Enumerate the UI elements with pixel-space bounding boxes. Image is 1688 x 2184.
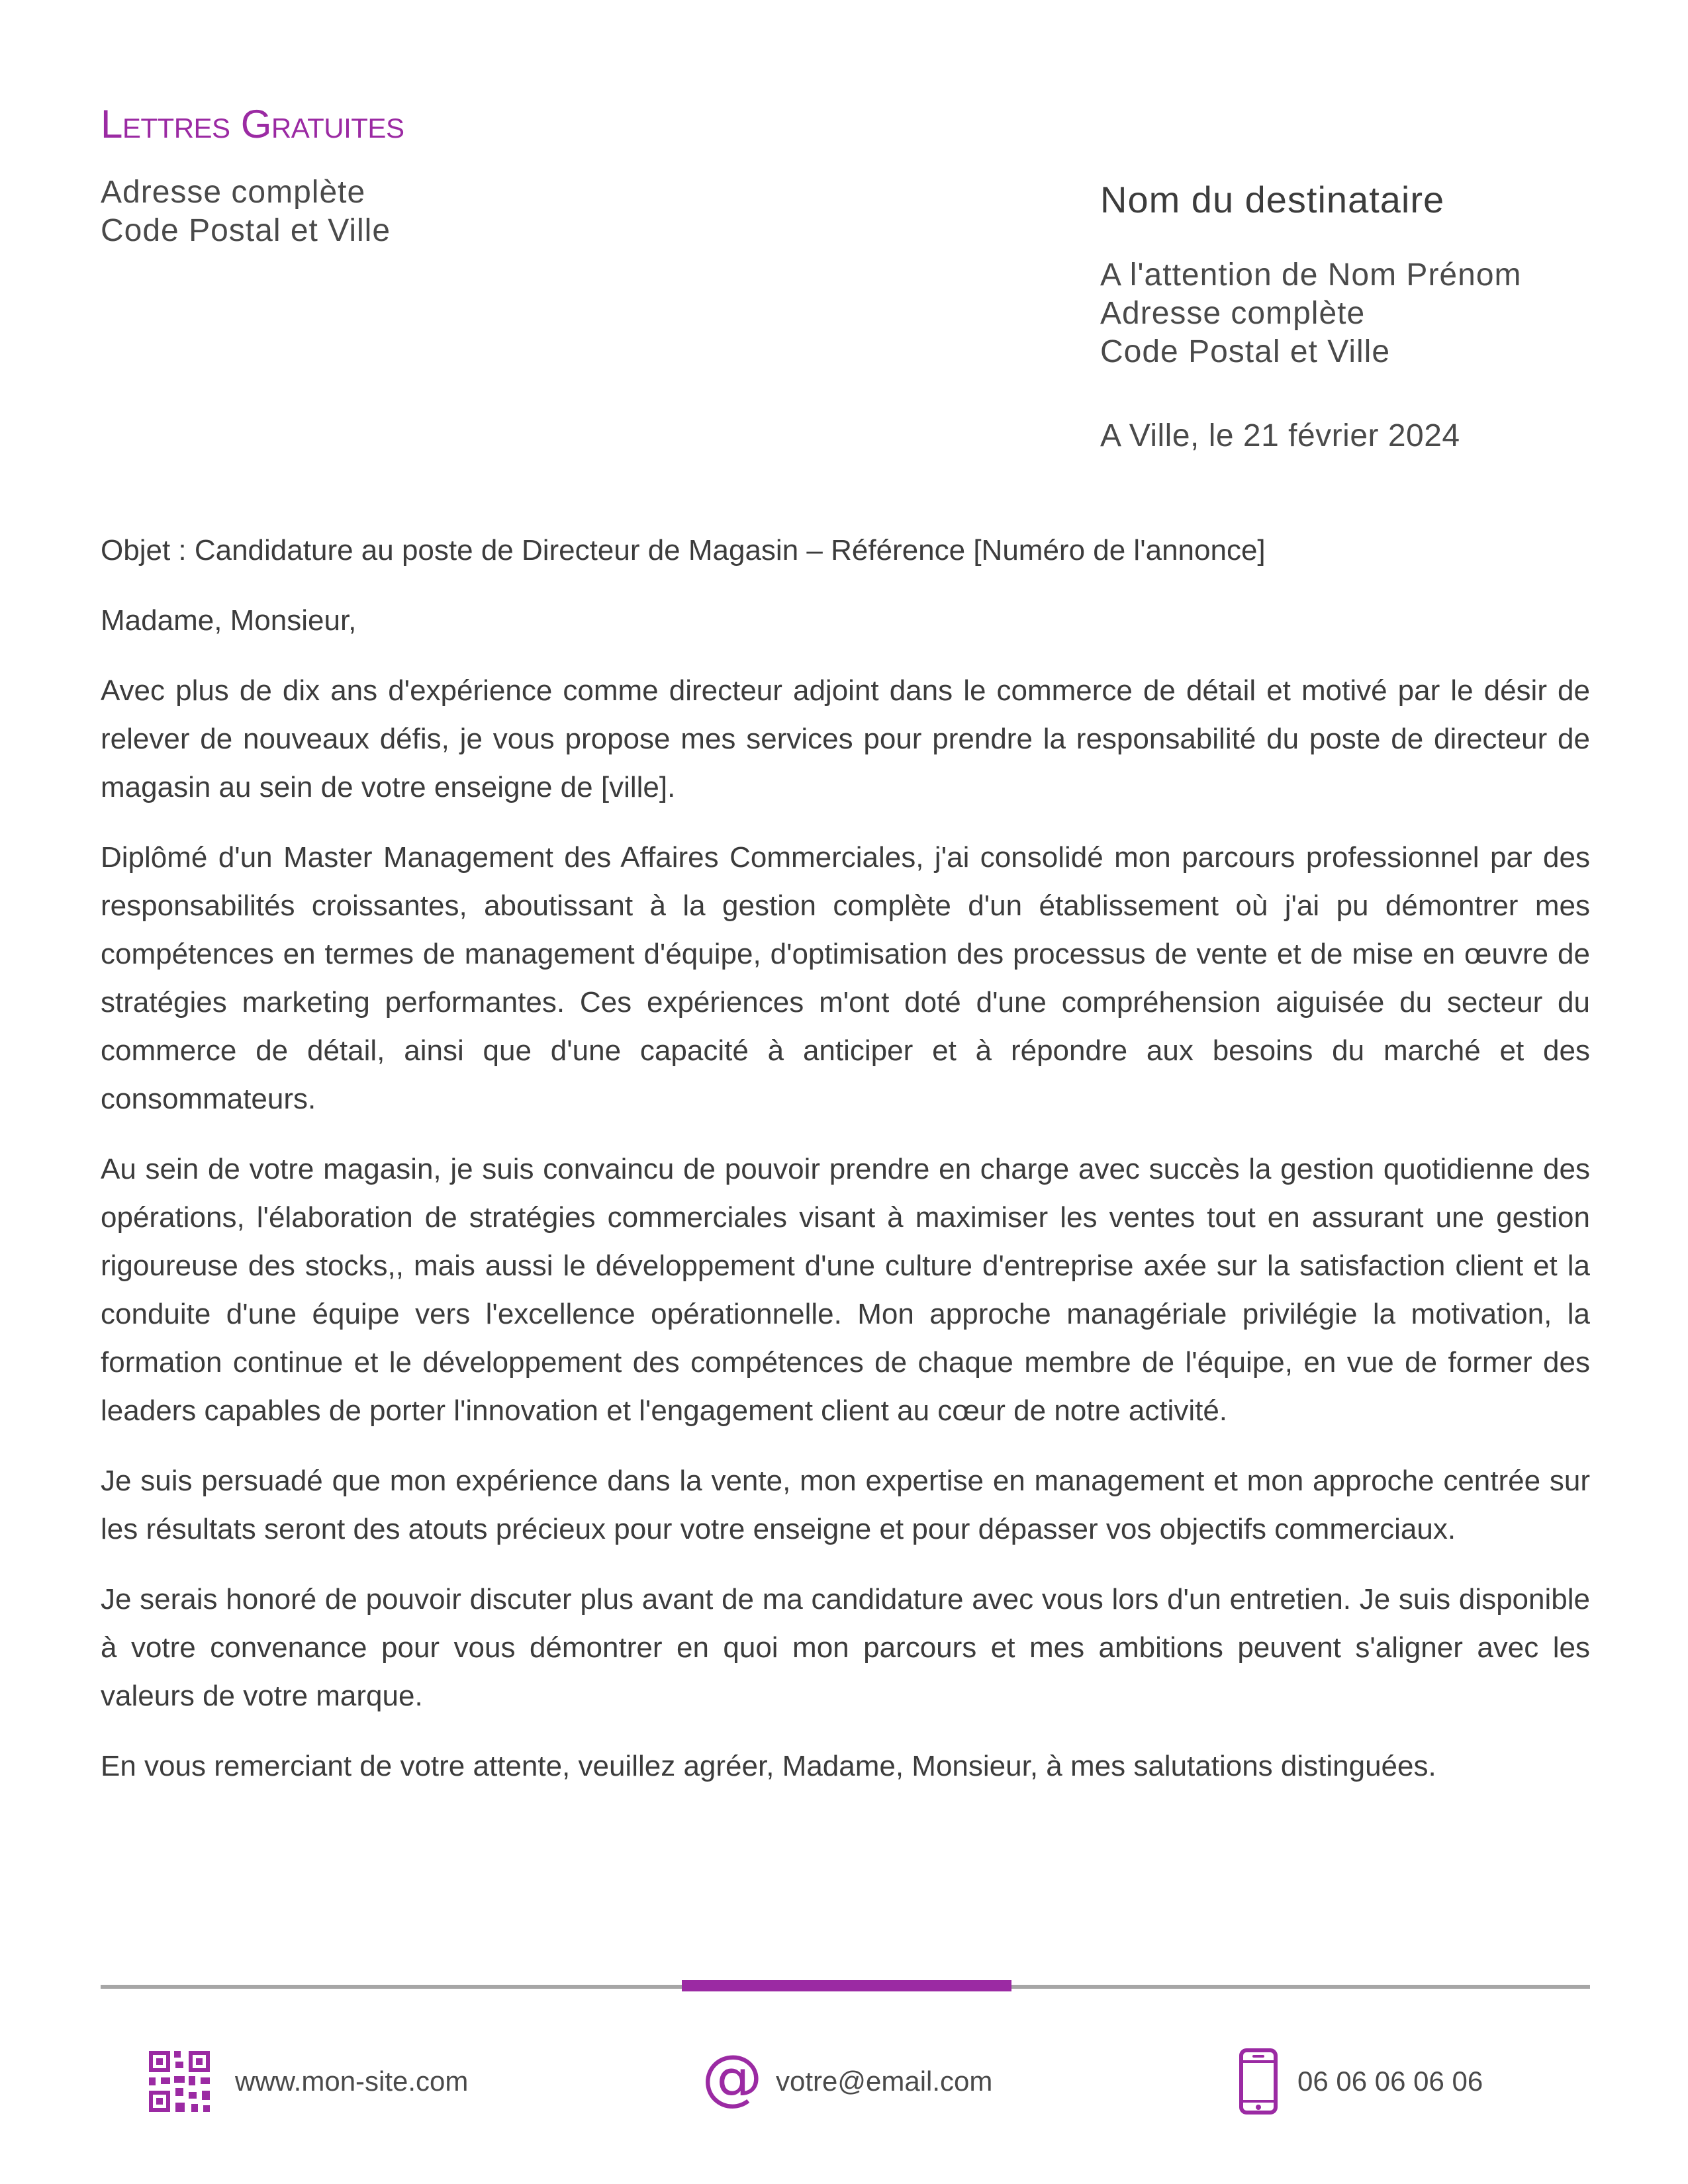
recipient-line: Code Postal et Ville (1100, 334, 1391, 370)
sender-address (101, 173, 391, 250)
footer-website[interactable] (149, 2045, 468, 2118)
footer-phone[interactable] (1239, 2045, 1483, 2118)
email-text: votre@email.com (776, 2066, 993, 2097)
letter-paragraph: Diplômé d'un Master Management des Affaires Commerciales, j'ai consolidé mon parcours professionnel par des responsabilités croissantes, aboutissant à la gestion complète d'un établissement où j'ai pu démontrer mes compétences en termes de management d'équipe, d'optimisation des processus de vente et de mise en œuvre de stratégies marketing performantes. Ces expériences m'ont doté d'une compréhension aiguisée du secteur du commerce de détail, ainsi que d'une capacité à anticiper et à répondre aux besoins du marché et des consommateurs. (101, 841, 1590, 1115)
letter-paragraph: Je serais honoré de pouvoir discuter plus avant de ma candidature avec vous lors d'un entretien. Je suis disponible à votre convenance pour vous démontrer en quoi mon parcours et mes ambitions peuvent s'aligner avec les valeurs de votre marque. (101, 1583, 1590, 1712)
sender-name: Lettres Gratuites (101, 102, 404, 146)
recipient-line: Adresse complète (1100, 296, 1366, 332)
letter-paragraph: Je suis persuadé que mon expérience dans la vente, mon expertise en management et mon approche centrée sur les résultats seront des atouts précieux pour votre enseigne et pour dépasser vos objectifs commerciaux. (101, 1465, 1590, 1545)
letter-paragraph: Au sein de votre magasin, je suis convaincu de pouvoir prendre en charge avec succès la gestion quotidienne des opérations, l'élaboration de stratégies commerciales visant à maximiser les ventes tout en assurant une gestion rigoureuse des stocks,, mais aussi le développement d'une culture d'entreprise axée sur la satisfaction client et la conduite d'une équipe vers l'excellence opérationnelle. Mon approche managériale privilégie la motivation, la formation continue et le développement des compétences de chaque membre de l'équipe, en vue de former des leaders capables de porter l'innovation et l'engagement client au cœur de notre activité. (101, 1153, 1590, 1427)
qr-code-icon (149, 2051, 210, 2112)
recipient-name: Nom du destinataire (1100, 179, 1445, 220)
letter-closing: En vous remerciant de votre attente, veuillez agréer, Madame, Monsieur, à mes salutations distinguées. (101, 1750, 1436, 1782)
letter-salutation: Madame, Monsieur, (101, 604, 357, 637)
recipient-block (1100, 177, 1643, 454)
sender-address-line: Code Postal et Ville (101, 213, 391, 248)
smartphone-icon (1239, 2048, 1278, 2115)
footer-divider-accent (682, 1980, 1011, 1991)
letter-body (101, 526, 1590, 1812)
footer-email[interactable] (702, 2042, 993, 2118)
sender-address-line: Adresse complète (101, 175, 366, 210)
website-text: www.mon-site.com (235, 2066, 469, 2097)
recipient-line: A l'attention de Nom Prénom (1100, 257, 1522, 293)
footer (0, 2042, 1688, 2118)
letter-subject: Objet : Candidature au poste de Directeur de Magasin – Référence [Numéro de l'annonce] (101, 534, 1266, 567)
letter-paragraph: Avec plus de dix ans d'expérience comme directeur adjoint dans le commerce de détail et motivé par le désir de relever de nouveaux défis, je vous propose mes services pour prendre la responsabilité du poste de directeur de magasin au sein de votre enseigne de [ville]. (101, 674, 1590, 803)
phone-text: 06 06 06 06 06 (1297, 2066, 1483, 2097)
at-sign-icon: @ (702, 2042, 763, 2113)
letter-date: A Ville, le 21 février 2024 (1100, 418, 1460, 454)
recipient-address (1100, 256, 1643, 371)
